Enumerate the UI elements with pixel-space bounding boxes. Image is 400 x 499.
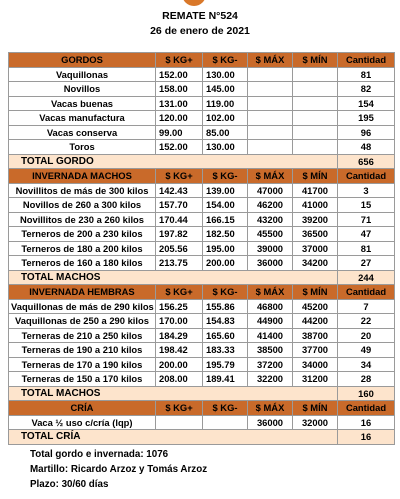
price-kg-plus: 197.82: [156, 227, 203, 242]
price-kg-minus: 200.00: [203, 256, 248, 271]
price-min: 32000: [293, 415, 338, 430]
table-row: [9, 111, 395, 126]
table-row: [9, 314, 395, 329]
row-label: Terneras de 190 a 210 kilos: [9, 343, 156, 358]
row-label: Novillitos de más de 300 kilos: [9, 183, 156, 198]
price-kg-minus: 195.79: [203, 357, 248, 372]
machos-section-header: [9, 169, 395, 184]
table-row: [9, 183, 395, 198]
row-label: Novillos de 260 a 300 kilos: [9, 198, 156, 213]
quantity: 71: [338, 212, 395, 227]
price-min: 31200: [293, 372, 338, 387]
price-max: 36000: [248, 256, 293, 271]
column-header-min: $ MÍN: [293, 401, 338, 416]
price-min: [293, 111, 338, 126]
row-label: Terneras de 170 a 190 kilos: [9, 357, 156, 372]
total-value: 656: [338, 154, 395, 169]
table-row: [9, 212, 395, 227]
price-min: 34000: [293, 357, 338, 372]
hembras-section-header: [9, 285, 395, 300]
column-header-kg1: $ KG+: [156, 285, 203, 300]
price-kg-minus: 130.00: [203, 140, 248, 155]
price-kg-plus: 205.56: [156, 241, 203, 256]
price-max: 38500: [248, 343, 293, 358]
table-row: [9, 328, 395, 343]
price-max: [248, 140, 293, 155]
price-kg-minus: 182.50: [203, 227, 248, 242]
row-label: Novillos: [9, 82, 156, 97]
total-value: 244: [338, 270, 395, 285]
price-kg-minus: 119.00: [203, 96, 248, 111]
price-min: [293, 82, 338, 97]
price-kg-plus: [156, 415, 203, 430]
table-row: [9, 256, 395, 271]
quantity: 3: [338, 183, 395, 198]
price-min: 39200: [293, 212, 338, 227]
price-max: [248, 67, 293, 82]
section-title: INVERNADA MACHOS: [9, 169, 156, 184]
price-kg-minus: 165.60: [203, 328, 248, 343]
cria-section-header: [9, 401, 395, 416]
price-min: 45200: [293, 299, 338, 314]
price-max: 46800: [248, 299, 293, 314]
total-label: TOTAL CRÍA: [9, 430, 338, 445]
price-kg-minus: [203, 415, 248, 430]
price-kg-minus: 183.33: [203, 343, 248, 358]
total-label: TOTAL MACHOS: [9, 270, 338, 285]
price-kg-plus: 131.00: [156, 96, 203, 111]
column-header-max: $ MÁX: [248, 285, 293, 300]
total-value: 16: [338, 430, 395, 445]
table-row: [9, 96, 395, 111]
section-title: CRÍA: [9, 401, 156, 416]
footer-plazo: Plazo: 30/60 días: [30, 479, 109, 490]
price-max: 36000: [248, 415, 293, 430]
cria-total-row: [9, 430, 395, 445]
price-kg-plus: 170.44: [156, 212, 203, 227]
row-label: Terneras de 150 a 170 kilos: [9, 372, 156, 387]
table-row: [9, 140, 395, 155]
quantity: 28: [338, 372, 395, 387]
row-label: Novillitos de 230 a 260 kilos: [9, 212, 156, 227]
column-header-kg2: $ KG-: [203, 285, 248, 300]
price-kg-plus: 158.00: [156, 82, 203, 97]
column-header-cantidad: Cantidad: [338, 401, 395, 416]
price-kg-plus: 200.00: [156, 357, 203, 372]
price-kg-plus: 152.00: [156, 67, 203, 82]
price-max: [248, 82, 293, 97]
page-title: REMATE N°524: [162, 10, 238, 22]
price-max: [248, 125, 293, 140]
quantity: 49: [338, 343, 395, 358]
price-kg-plus: 142.43: [156, 183, 203, 198]
table-row: [9, 67, 395, 82]
price-max: 46200: [248, 198, 293, 213]
quantity: 7: [338, 299, 395, 314]
quantity: 195: [338, 111, 395, 126]
column-header-max: $ MÁX: [248, 169, 293, 184]
quantity: 154: [338, 96, 395, 111]
section-title: INVERNADA HEMBRAS: [9, 285, 156, 300]
column-header-kg2: $ KG-: [203, 53, 248, 68]
quantity: 48: [338, 140, 395, 155]
column-header-cantidad: Cantidad: [338, 53, 395, 68]
row-label: Terneras de 210 a 250 kilos: [9, 328, 156, 343]
price-kg-plus: 120.00: [156, 111, 203, 126]
price-kg-minus: 166.15: [203, 212, 248, 227]
total-label: TOTAL MACHOS: [9, 386, 338, 401]
table-row: [9, 198, 395, 213]
quantity: 34: [338, 357, 395, 372]
machos-total-row: [9, 270, 395, 285]
quantity: 22: [338, 314, 395, 329]
brand-logo: [182, 0, 206, 6]
total-label: TOTAL GORDO: [9, 154, 338, 169]
price-max: [248, 111, 293, 126]
table-row: [9, 357, 395, 372]
price-min: 34200: [293, 256, 338, 271]
quantity: 27: [338, 256, 395, 271]
row-label: Vaquillonas de más de 290 kilos: [9, 299, 156, 314]
column-header-kg2: $ KG-: [203, 169, 248, 184]
price-kg-minus: 130.00: [203, 67, 248, 82]
price-kg-minus: 189.41: [203, 372, 248, 387]
price-kg-plus: 213.75: [156, 256, 203, 271]
column-header-min: $ MÍN: [293, 169, 338, 184]
total-value: 160: [338, 386, 395, 401]
table-row: [9, 227, 395, 242]
row-label: Terneros de 200 a 230 kilos: [9, 227, 156, 242]
table-row: [9, 82, 395, 97]
quantity: 47: [338, 227, 395, 242]
table-row: [9, 299, 395, 314]
price-kg-minus: 102.00: [203, 111, 248, 126]
price-kg-minus: 195.00: [203, 241, 248, 256]
row-label: Vaca ½ uso c/cría (lqp): [9, 415, 156, 430]
quantity: 81: [338, 241, 395, 256]
price-kg-plus: 99.00: [156, 125, 203, 140]
auction-table-body: [9, 53, 395, 445]
quantity: 16: [338, 415, 395, 430]
footer-martillo: Martillo: Ricardo Arzoz y Tomás Arzoz: [30, 464, 208, 475]
price-max: [248, 96, 293, 111]
price-max: 47000: [248, 183, 293, 198]
price-min: 36500: [293, 227, 338, 242]
price-min: 44200: [293, 314, 338, 329]
price-kg-minus: 85.00: [203, 125, 248, 140]
price-max: 32200: [248, 372, 293, 387]
table-row: [9, 372, 395, 387]
column-header-kg1: $ KG+: [156, 401, 203, 416]
price-kg-minus: 154.00: [203, 198, 248, 213]
price-kg-plus: 157.70: [156, 198, 203, 213]
price-max: 43200: [248, 212, 293, 227]
column-header-cantidad: Cantidad: [338, 285, 395, 300]
price-min: 37700: [293, 343, 338, 358]
row-label: Vacas conserva: [9, 125, 156, 140]
price-max: 41400: [248, 328, 293, 343]
price-max: 44900: [248, 314, 293, 329]
column-header-cantidad: Cantidad: [338, 169, 395, 184]
table-row: [9, 415, 395, 430]
quantity: 82: [338, 82, 395, 97]
quantity: 20: [338, 328, 395, 343]
price-min: [293, 140, 338, 155]
column-header-kg1: $ KG+: [156, 169, 203, 184]
price-kg-plus: 170.00: [156, 314, 203, 329]
price-min: 38700: [293, 328, 338, 343]
column-header-min: $ MÍN: [293, 53, 338, 68]
row-label: Vaquillonas: [9, 67, 156, 82]
column-header-kg1: $ KG+: [156, 53, 203, 68]
price-kg-plus: 184.29: [156, 328, 203, 343]
quantity: 96: [338, 125, 395, 140]
price-kg-minus: 155.86: [203, 299, 248, 314]
price-kg-plus: 156.25: [156, 299, 203, 314]
gordos-section-header: [9, 53, 395, 68]
price-min: [293, 125, 338, 140]
price-max: 39000: [248, 241, 293, 256]
price-kg-minus: 139.00: [203, 183, 248, 198]
auction-date: 26 de enero de 2021: [150, 25, 250, 37]
quantity: 15: [338, 198, 395, 213]
price-min: 37000: [293, 241, 338, 256]
price-kg-plus: 208.00: [156, 372, 203, 387]
row-label: Vacas buenas: [9, 96, 156, 111]
price-kg-plus: 198.42: [156, 343, 203, 358]
price-kg-minus: 145.00: [203, 82, 248, 97]
auction-table: [8, 52, 395, 445]
row-label: Toros: [9, 140, 156, 155]
price-min: [293, 67, 338, 82]
price-kg-plus: 152.00: [156, 140, 203, 155]
price-kg-minus: 154.83: [203, 314, 248, 329]
row-label: Terneros de 160 a 180 kilos: [9, 256, 156, 271]
row-label: Vacas manufactura: [9, 111, 156, 126]
price-min: 41700: [293, 183, 338, 198]
column-header-max: $ MÁX: [248, 53, 293, 68]
price-max: 45500: [248, 227, 293, 242]
quantity: 81: [338, 67, 395, 82]
price-max: 37200: [248, 357, 293, 372]
table-row: [9, 343, 395, 358]
footer-total: Total gordo e invernada: 1076: [30, 449, 169, 460]
section-title: GORDOS: [9, 53, 156, 68]
gordos-total-row: [9, 154, 395, 169]
table-row: [9, 241, 395, 256]
price-min: 41000: [293, 198, 338, 213]
table-row: [9, 125, 395, 140]
column-header-kg2: $ KG-: [203, 401, 248, 416]
hembras-total-row: [9, 386, 395, 401]
row-label: Vaquillonas de 250 a 290 kilos: [9, 314, 156, 329]
row-label: Terneros de 180 a 200 kilos: [9, 241, 156, 256]
column-header-max: $ MÁX: [248, 401, 293, 416]
price-min: [293, 96, 338, 111]
column-header-min: $ MÍN: [293, 285, 338, 300]
